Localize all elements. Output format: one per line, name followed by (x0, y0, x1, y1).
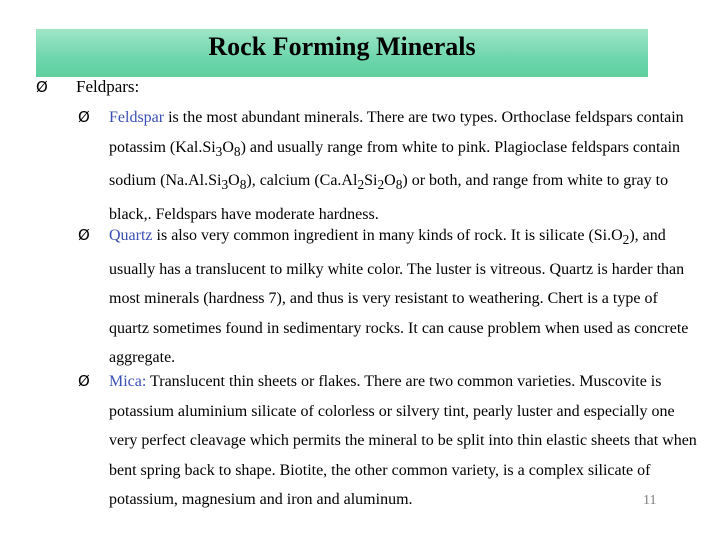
arrow-bullet-icon: Ø (36, 78, 48, 96)
arrow-bullet-icon: Ø (78, 108, 90, 126)
quartz-text: Quartz is also very common ingredient in many kinds of rock. It is silicate $(Si.O_2)$, and usually has a translucent to milky white color. The luster is vitreous. Quartz is harder than most minerals (hardness 7), and thus is very resistant to weathering. Chert is a type of quartz sometimes found in sedimentary rocks. It can cause problem when used as concrete aggregate. (109, 227, 689, 367)
feldspar-term: Feldspar (109, 109, 165, 126)
heading-bullet (36, 72, 139, 102)
feldspar-text: Feldspar is the most abundant minerals. There are two types. Orthoclase feldspars contain potassim $(Kal.Si_3O_8)$ and usually range from white to pink. Plagioclase feldspars contain sodium $(Na.Al.Si_3O_8)$, calcium $(Ca.Al_2Si_2O_8)$ or both, and range from white to gray to black,. Feldspars have moderate hardness. (109, 109, 684, 223)
arrow-bullet-icon: Ø (78, 226, 90, 244)
mica-text: Mica: Translucent thin sheets or flakes. There are two common varieties. Muscovite is potassium aluminium silicate of colorless or silvery tint, pearly luster and especially one very perfect cleavage which permits the mineral to be split into thin elastic sheets that when bent spring back to shape. Biotite, the other common variety, is a complex silicate of potassium, magnesium and iron and aluminum. (109, 373, 697, 508)
feldspar-item (78, 103, 698, 229)
quartz-term: Quartz (109, 227, 153, 244)
quartz-item (78, 221, 698, 373)
slide-title: Rock Forming Minerals (208, 32, 476, 61)
mica-term: Mica: (109, 373, 147, 390)
arrow-bullet-icon: Ø (78, 372, 90, 390)
mica-item (78, 367, 698, 515)
heading-text: Feldpars: (76, 77, 140, 96)
page-number: 11 (643, 493, 657, 508)
